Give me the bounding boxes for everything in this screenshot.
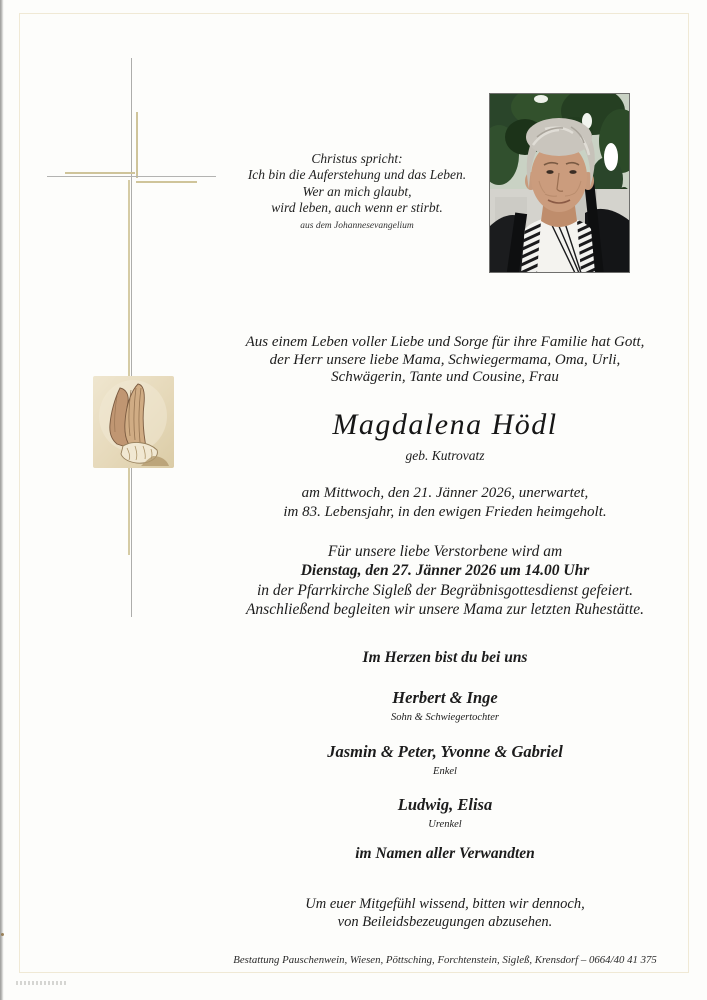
intro-text (215, 334, 675, 387)
intro-line-3: Schwägerin, Tante und Cousine, Frau (331, 369, 559, 386)
cross-vertical-tan-lower (128, 180, 130, 555)
closing-line: im Namen aller Verwandten (355, 845, 535, 862)
mourner-relation: Sohn & Schwiegertochter (391, 712, 499, 723)
quote-line-3: Wer an mich glaubt, (302, 183, 412, 199)
remembrance-line: Im Herzen bist du bei uns (362, 649, 528, 666)
death-details (215, 484, 675, 521)
portrait-photo (489, 93, 630, 273)
death-line-1: am Mittwoch, den 21. Jänner 2026, unerwartet, (301, 485, 589, 501)
praying-hands-image (93, 376, 174, 468)
gospel-quote (227, 151, 487, 234)
service-line-4: Anschließend begleiten wir unsere Mama zur letzten Ruhestätte. (245, 600, 645, 618)
quote-line-2: Ich bin die Auferstehung und das Leben. (247, 167, 467, 183)
mourner-names: Ludwig, Elisa (397, 795, 493, 814)
funeral-service-details (215, 542, 675, 619)
mourner-group-1 (215, 688, 675, 723)
mourner-relation: Enkel (433, 766, 457, 777)
mourner-group-2 (215, 742, 675, 777)
scan-speck-artifact (1, 933, 4, 936)
deceased-name: Magdalena Hödl (332, 408, 558, 441)
service-date-time: Dienstag, den 27. Jänner 2026 um 14.00 Uhr (300, 562, 590, 580)
condolence-line-2: von Beileidsbezeugungen abzusehen. (337, 914, 553, 930)
mourner-names: Jasmin & Peter, Yvonne & Gabriel (327, 742, 563, 761)
service-line-3: in der Pfarrkirche Sigleß der Begräbnisgottesdienst gefeiert. (256, 581, 634, 599)
mourner-names: Herbert & Inge (392, 688, 498, 707)
condolence-note (215, 895, 675, 931)
cross-horizontal-tan-left (65, 172, 135, 174)
mourner-relation: Urenkel (428, 819, 462, 830)
service-line-1: Für unsere liebe Verstorbene wird am (327, 543, 563, 560)
deceased-maiden-name: geb. Kutrovatz (405, 448, 485, 463)
cross-vertical-tan-upper (136, 112, 138, 178)
deceased-name-block (215, 408, 675, 464)
quote-line-1: Christus spricht: (311, 151, 403, 166)
scan-edge-artifact (0, 0, 4, 1000)
cross-horizontal-gray-line (47, 176, 216, 177)
faint-print-artifact (16, 981, 66, 985)
death-line-2: im 83. Lebensjahr, in den ewigen Frieden heimgeholt. (283, 503, 607, 520)
intro-line-1: Aus einem Leben voller Liebe und Sorge für ihre Familie hat Gott, (245, 334, 645, 350)
mourner-group-3 (215, 795, 675, 830)
cross-vertical-gray-line (131, 58, 132, 617)
quote-source: aus dem Johannesevangelium (300, 221, 414, 232)
intro-line-2: der Herr unsere liebe Mama, Schwiegermama, Oma, Urli, (269, 351, 621, 368)
funeral-home-footer: Bestattung Pauschenwein, Wiesen, Pöttsching, Forchtenstein, Sigleß, Krensdorf – 0664/40 41 375 (233, 954, 657, 966)
condolence-line-1: Um euer Mitgefühl wissend, bitten wir dennoch, (305, 896, 585, 912)
quote-line-4: wird leben, auch wenn er stirbt. (271, 199, 443, 215)
cross-horizontal-tan-right (136, 181, 197, 183)
